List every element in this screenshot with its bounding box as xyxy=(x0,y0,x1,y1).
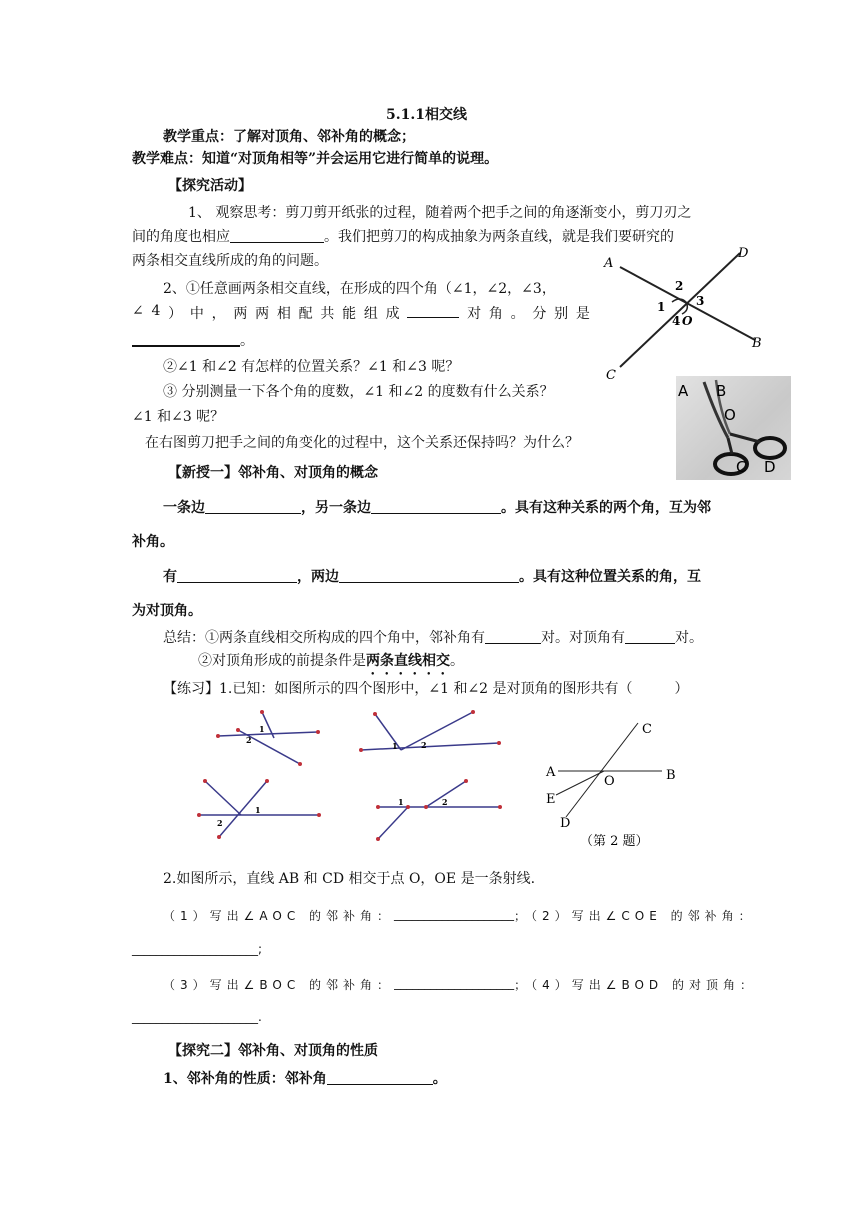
q2-b-w2: ） xyxy=(168,306,183,322)
line-dc xyxy=(620,253,740,367)
property-1 xyxy=(163,1068,447,1088)
new1-line-a2: 补角。 xyxy=(132,534,174,550)
new1-line-b2: 为对顶角。 xyxy=(132,603,202,619)
q2-b-w9: 共 xyxy=(320,306,335,322)
ex2-q1-blank[interactable]: ____________________ xyxy=(394,907,515,921)
q2-b-w12: 成 xyxy=(385,306,400,322)
difficulty: 教学难点：知道“对顶角相等”并会运用它进行简单的说理。 xyxy=(132,151,499,167)
ex2-q4: ；（4）写出∠BOD 的对顶角： xyxy=(514,978,757,992)
explore-heading: 【探究活动】 xyxy=(168,178,252,194)
fig4-label-2: 2 xyxy=(442,797,448,807)
q1-blank[interactable] xyxy=(230,228,324,243)
fig2-label-c: C xyxy=(642,722,652,737)
summary-blank-2[interactable] xyxy=(625,629,675,644)
practice-post: ） xyxy=(674,681,689,697)
fig3-label-1: 1 xyxy=(255,805,261,815)
figure-exercise-2 xyxy=(542,715,692,855)
q2-line-e: ③ 分别测量一下各个角的度数，∠1 和∠2 的度数有什么关系？ xyxy=(163,384,554,400)
practice-pre: 【练习】1.已知：如图所示的四个图形中，∠1 和∠2 是对顶角的图形共有（ xyxy=(163,681,633,697)
ex2-q3-blank[interactable]: ____________________ xyxy=(394,976,515,990)
new1-line-b xyxy=(163,566,701,586)
scissors-label-b: B xyxy=(716,382,727,400)
summary2-post: 。 xyxy=(450,653,464,669)
new1-blank-3[interactable] xyxy=(177,568,297,583)
summary-line-1 xyxy=(163,627,703,647)
exercise-2-intro: 2.如图所示，直线 AB 和 CD 相交于点 O，OE 是一条射线. xyxy=(163,871,536,887)
summary2-pre: ②对顶角形成的前提条件是 xyxy=(198,653,366,669)
prop1-blank[interactable] xyxy=(327,1070,433,1085)
q2-b2-w3: 分 xyxy=(532,306,547,322)
ex2-q3: （3）写出∠BOC 的邻补角： xyxy=(163,978,395,992)
q2-b-w5: 两 xyxy=(233,306,248,322)
page-title: 5.1.1相交线 xyxy=(386,107,467,123)
label-3: 3 xyxy=(696,294,705,308)
summary2-emphasis: 两条直线相交 xyxy=(366,653,450,669)
q2-b2-w0: 对 xyxy=(467,306,482,322)
fig2-label-o: O xyxy=(604,774,615,789)
small-figure-1 xyxy=(210,700,330,775)
exercise-2-row-1 xyxy=(163,907,756,924)
q1-line-c: 两条相交直线所成的角的问题。 xyxy=(132,253,328,269)
fig2-label-d: D xyxy=(560,816,571,831)
prop1-post: 。 xyxy=(432,1071,447,1087)
explore2-heading: 【探究二】邻补角、对顶角的性质 xyxy=(168,1043,378,1059)
q2-line-d: ②∠1 和∠2 有怎样的位置关系？∠1 和∠3 呢？ xyxy=(163,359,460,375)
summary-blank-1[interactable] xyxy=(485,629,541,644)
q2-b-w7: 相 xyxy=(276,306,291,322)
label-4: 4 xyxy=(672,314,681,328)
new1-heading: 【新授一】邻补角、对顶角的概念 xyxy=(168,465,378,481)
label-c: C xyxy=(606,368,616,380)
exercise-2-blank-line-2[interactable]: _____________________. xyxy=(132,1010,262,1024)
fig1-label-1: 1 xyxy=(259,724,265,734)
figure-intersecting-lines xyxy=(600,245,770,380)
q2-b-w11: 组 xyxy=(363,306,378,322)
fig2-caption: （第 2 题） xyxy=(580,834,649,849)
scissors-icon xyxy=(676,376,791,480)
label-1: 1 xyxy=(657,300,666,314)
summary-mid: 对。对顶角有 xyxy=(541,630,625,646)
q2-b-w8: 配 xyxy=(298,306,313,322)
q2-line-c xyxy=(132,330,254,350)
q2-b-w3: 中 xyxy=(189,306,204,322)
new1-a-pre: 一条边 xyxy=(163,500,205,516)
summary-post: 对。 xyxy=(675,630,703,646)
q2-line-g: 在右图剪刀把手之间的角变化的过程中，这个关系还保持吗？为什么？ xyxy=(145,435,579,451)
fig4-label-1: 1 xyxy=(398,797,404,807)
new1-a-mid: ，另一条边 xyxy=(301,500,371,516)
fig1-label-2: 2 xyxy=(246,735,252,745)
new1-blank-4[interactable] xyxy=(339,568,519,583)
small-figure-3 xyxy=(195,775,325,845)
exercise-2-row-2 xyxy=(163,976,757,993)
summary-pre: 总结：①两条直线相交所构成的四个角中，邻补角有 xyxy=(163,630,485,646)
q2-blank-list[interactable] xyxy=(132,331,240,347)
scissors-label-a: A xyxy=(678,382,689,400)
q1-b-post: 。我们把剪刀的构成抽象为两条直线，就是我们要研究的 xyxy=(324,229,674,245)
scissors-label-c: C xyxy=(736,458,747,476)
new1-blank-2[interactable] xyxy=(371,499,501,514)
new1-blank-1[interactable] xyxy=(205,499,301,514)
new1-a-post: 。具有这种关系的两个角，互为邻 xyxy=(501,500,711,516)
q2-line-f: ∠1 和∠3 呢？ xyxy=(132,409,225,425)
ex2-q2: ；（2）写出∠COE 的邻补角： xyxy=(514,909,756,923)
exercise-2-blank-line-1[interactable]: _____________________; xyxy=(132,942,263,956)
label-o: O xyxy=(682,314,693,328)
q2-line-b xyxy=(132,303,590,323)
small-figure-4 xyxy=(368,775,508,845)
q1-line-b xyxy=(132,226,674,246)
prop1-pre: 1、邻补角的性质：邻补角 xyxy=(163,1071,327,1087)
q1-b-pre: 间的角度也相应 xyxy=(132,229,230,245)
scissors-photo xyxy=(676,376,791,480)
q2-b2-w5: 是 xyxy=(575,306,590,322)
q2-b-w10: 能 xyxy=(342,306,357,322)
q2-b2-w4: 别 xyxy=(554,306,569,322)
q1-line-a: 1、 观察思考：剪刀剪开纸张的过程，随着两个把手之间的角逐渐变小，剪刀刃之 xyxy=(188,205,692,221)
practice-line xyxy=(163,678,689,698)
q2-b-w0: ∠ xyxy=(132,303,144,319)
key-point: 教学重点：了解对顶角、邻补角的概念； xyxy=(163,129,415,145)
fig3-label-2: 2 xyxy=(217,818,223,828)
fig2-label-b: B xyxy=(666,768,676,783)
fig2-label-1: 1 xyxy=(392,741,398,751)
label-a: A xyxy=(604,256,614,271)
q2-b2-w1: 角 xyxy=(488,306,503,322)
q2-c-end: 。 xyxy=(240,333,254,349)
small-figure-2 xyxy=(355,700,505,760)
ex2-q1: （1）写出∠AOC 的邻补角： xyxy=(163,909,395,923)
q2-b2-w2: 。 xyxy=(510,306,525,322)
new1-line-a xyxy=(163,497,711,517)
new1-b-pre: 有 xyxy=(163,569,177,585)
q2-b-w6: 两 xyxy=(255,306,270,322)
fig2-label-a: A xyxy=(546,765,556,780)
q2-line-a: 2、①任意画两条相交直线，在形成的四个角（∠1，∠2，∠3， xyxy=(163,281,556,297)
q2-b-w4: ， xyxy=(211,306,226,322)
scissors-label-d: D xyxy=(764,458,776,476)
new1-b-mid: ，两边 xyxy=(297,569,339,585)
label-2: 2 xyxy=(675,279,684,293)
fig2-label-2: 2 xyxy=(421,740,427,750)
q2-blank-pair[interactable] xyxy=(407,303,459,318)
label-b: B xyxy=(752,336,762,351)
label-d: D xyxy=(738,246,749,261)
q2-b-w1: 4 xyxy=(151,303,161,319)
scissors-label-o: O xyxy=(724,406,736,424)
new1-b-post: 。具有这种位置关系的角，互 xyxy=(519,569,701,585)
fig2-label-e: E xyxy=(546,792,556,807)
summary-line-2 xyxy=(198,650,464,678)
